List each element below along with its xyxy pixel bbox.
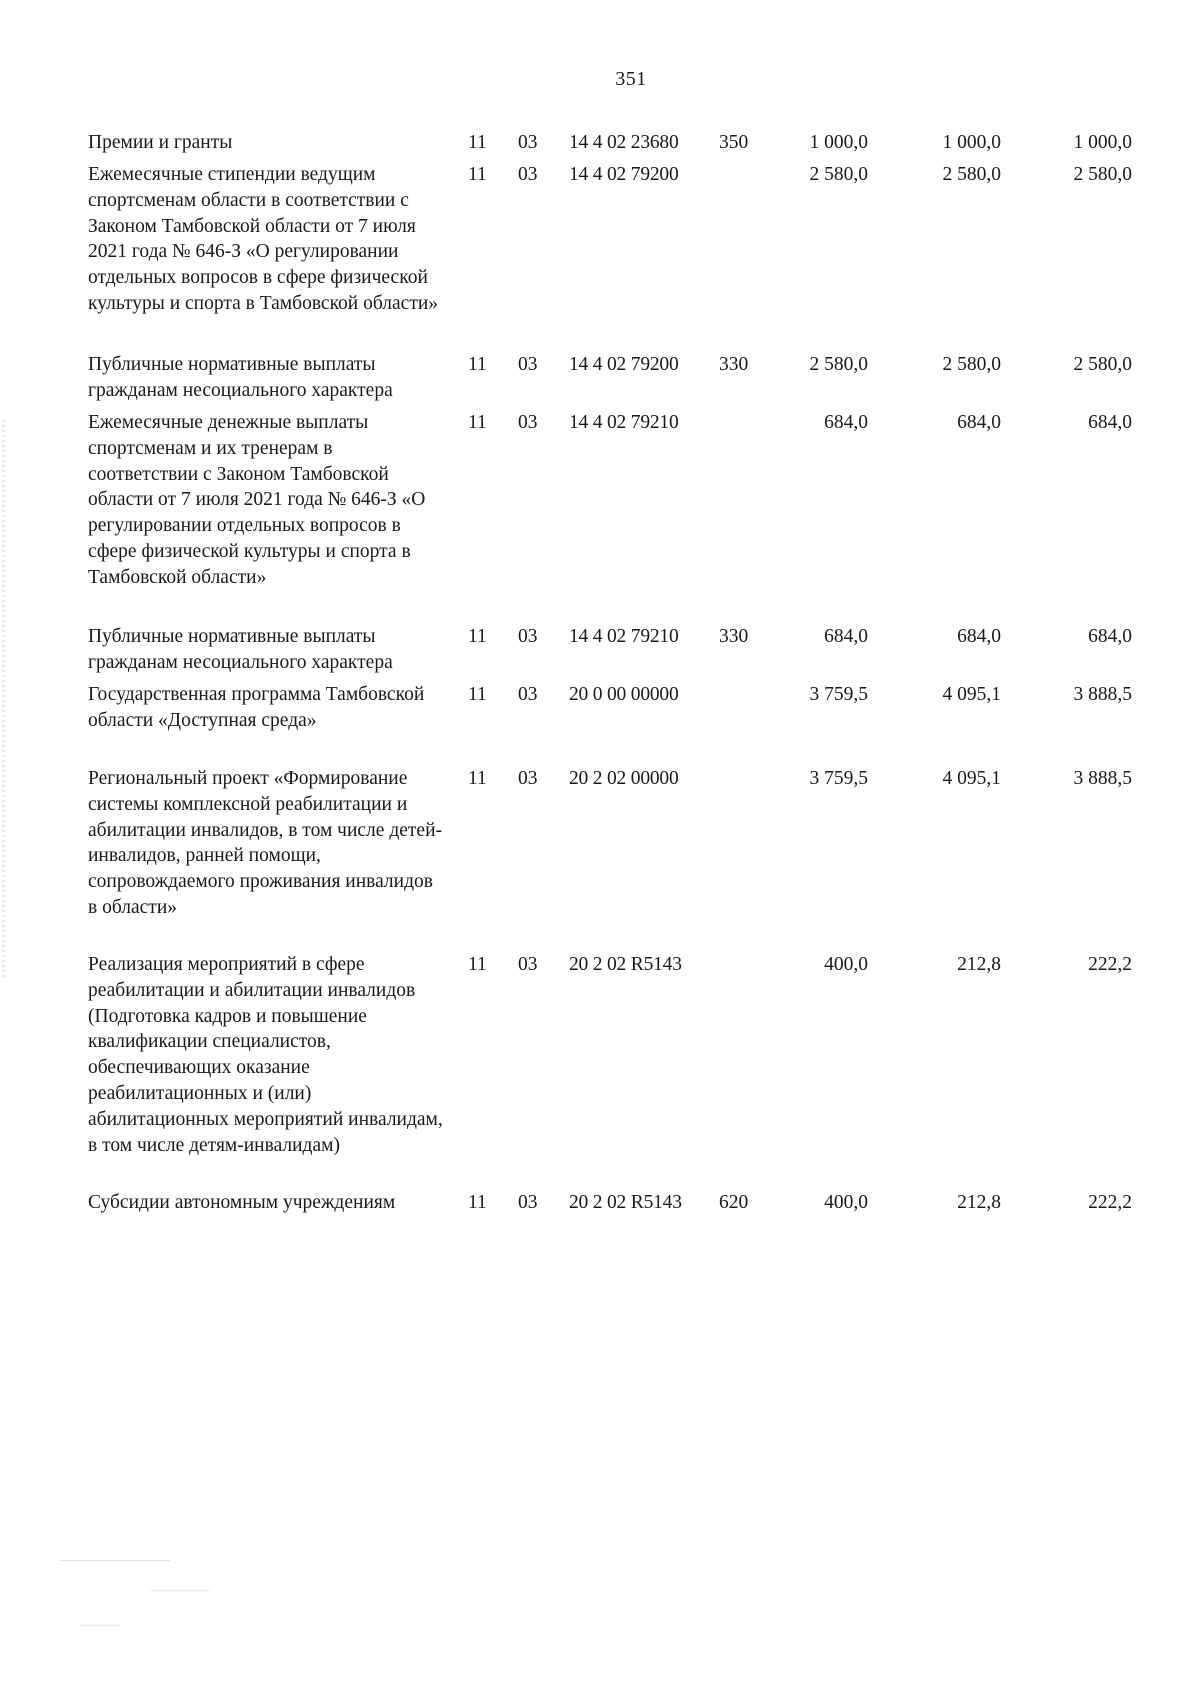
row-name: Премии и гранты: [88, 132, 233, 153]
scan-edge-artifact: [2, 420, 5, 980]
table-row: [88, 952, 1168, 1190]
row-subsection: 03: [518, 626, 538, 647]
row-amount-year1: 2 580,0: [809, 164, 868, 185]
row-subsection: 03: [518, 164, 538, 185]
row-subsection: 03: [518, 412, 538, 433]
row-target-article: 14 4 02 79200: [569, 354, 679, 375]
table-row: [88, 410, 1168, 624]
row-name: Ежемесячные денежные выплаты спортсменам и их тренерам в соответствии с Законом Тамбовской области от 7 июля 2021 года № 646-З «О регулировании отдельных вопросов в сфере физической культуры и спорта в Тамбовской области»: [88, 412, 426, 588]
row-amount-year2: 2 580,0: [942, 164, 1001, 185]
row-expense-type: 330: [719, 354, 749, 375]
row-amount-year3: 684,0: [1088, 412, 1132, 433]
row-amount-year1: 684,0: [824, 626, 868, 647]
row-section: 11: [468, 626, 487, 647]
row-subsection: 03: [518, 768, 538, 789]
row-expense-type: 620: [719, 1192, 749, 1213]
row-subsection: 03: [518, 684, 538, 705]
row-section: 11: [468, 354, 487, 375]
row-target-article: 14 4 02 23680: [569, 132, 679, 153]
row-name: Региональный проект «Формирование системы комплексной реабилитации и абилитации инвалидов, в том числе детей-инвалидов, ранней помощи, сопровождаемого проживания инвалидов в области»: [88, 768, 442, 918]
row-expense-type: 330: [719, 626, 749, 647]
row-name: Ежемесячные стипендии ведущим спортсменам области в соответствии с Законом Тамбовской области от 7 июля 2021 года № 646-З «О регулировании отдельных вопросов в сфере физической культуры и спорта в Тамбовской области»: [88, 164, 439, 314]
row-name: Публичные нормативные выплаты гражданам несоциального характера: [88, 354, 393, 401]
row-section: 11: [468, 954, 487, 975]
row-target-article: 20 2 02 R5143: [569, 954, 682, 975]
table-row: [88, 352, 1168, 410]
row-amount-year1: 400,0: [824, 1192, 868, 1213]
row-amount-year3: 222,2: [1088, 1192, 1132, 1213]
row-name: Реализация мероприятий в сфере реабилитации и абилитации инвалидов (Подготовка кадров и повышение квалификации специалистов, обеспечивающих оказание реабилитационных и (или) абилитационных мероприятий инвалидам, в том числе детям-инвалидам): [88, 954, 443, 1156]
row-amount-year2: 684,0: [957, 412, 1001, 433]
row-amount-year2: 212,8: [957, 954, 1001, 975]
row-name: Субсидии автономным учреждениям: [88, 1192, 396, 1213]
row-section: 11: [468, 684, 487, 705]
row-amount-year1: 684,0: [824, 412, 868, 433]
budget-table: [88, 130, 1168, 1222]
scan-speck: [150, 1590, 210, 1591]
row-amount-year2: 212,8: [957, 1192, 1001, 1213]
row-section: 11: [468, 768, 487, 789]
row-target-article: 20 0 00 00000: [569, 684, 679, 705]
row-name: Публичные нормативные выплаты гражданам несоциального характера: [88, 626, 393, 673]
row-section: 11: [468, 164, 487, 185]
row-target-article: 20 2 02 R5143: [569, 1192, 682, 1213]
table-row: [88, 130, 1168, 162]
row-amount-year2: 1 000,0: [942, 132, 1001, 153]
row-amount-year1: 3 759,5: [809, 768, 868, 789]
row-amount-year1: 400,0: [824, 954, 868, 975]
row-amount-year3: 2 580,0: [1073, 164, 1132, 185]
row-section: 11: [468, 412, 487, 433]
row-amount-year3: 3 888,5: [1073, 768, 1132, 789]
row-amount-year2: 2 580,0: [942, 354, 1001, 375]
row-name: Государственная программа Тамбовской области «Доступная среда»: [88, 684, 425, 731]
table-row: [88, 682, 1168, 766]
row-amount-year3: 3 888,5: [1073, 684, 1132, 705]
row-subsection: 03: [518, 954, 538, 975]
row-target-article: 14 4 02 79200: [569, 164, 679, 185]
row-subsection: 03: [518, 1192, 538, 1213]
row-amount-year2: 684,0: [957, 626, 1001, 647]
row-amount-year2: 4 095,1: [942, 684, 1001, 705]
row-subsection: 03: [518, 354, 538, 375]
page-number: 351: [615, 68, 647, 90]
row-target-article: 14 4 02 79210: [569, 626, 679, 647]
row-amount-year3: 222,2: [1088, 954, 1132, 975]
row-amount-year1: 1 000,0: [809, 132, 868, 153]
row-section: 11: [468, 1192, 487, 1213]
row-amount-year3: 1 000,0: [1073, 132, 1132, 153]
scan-speck: [60, 1560, 170, 1561]
row-amount-year1: 2 580,0: [809, 354, 868, 375]
row-subsection: 03: [518, 132, 538, 153]
row-amount-year2: 4 095,1: [942, 768, 1001, 789]
table-row: [88, 1190, 1168, 1222]
table-row: [88, 624, 1168, 682]
row-amount-year3: 2 580,0: [1073, 354, 1132, 375]
table-row: [88, 162, 1168, 352]
scan-speck: [80, 1625, 120, 1626]
row-expense-type: 350: [719, 132, 749, 153]
row-target-article: 20 2 02 00000: [569, 768, 679, 789]
row-section: 11: [468, 132, 487, 153]
row-target-article: 14 4 02 79210: [569, 412, 679, 433]
table-row: [88, 766, 1168, 952]
row-amount-year1: 3 759,5: [809, 684, 868, 705]
row-amount-year3: 684,0: [1088, 626, 1132, 647]
